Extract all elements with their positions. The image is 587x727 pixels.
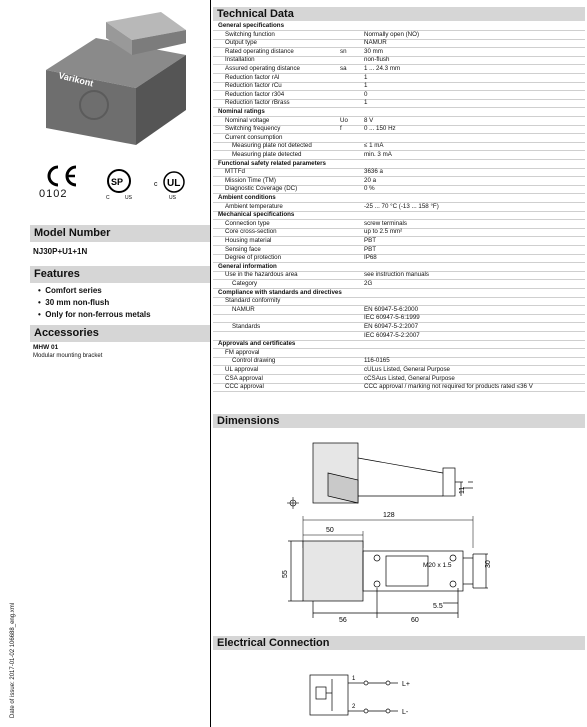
svg-text:c: c: [154, 181, 158, 188]
row-label: Measuring plate detected: [232, 151, 302, 158]
row-label: Control drawing: [232, 357, 276, 365]
row-label: Assured operating distance: [225, 65, 300, 72]
row-value: 20 a: [364, 176, 377, 184]
row-label: Switching function: [225, 30, 275, 38]
right-column: [213, 0, 585, 727]
row-label: Nominal ratings: [218, 108, 265, 115]
row-label: Reduction factor rAl: [225, 73, 280, 81]
electrical-diagram: [308, 665, 448, 720]
row-value: 8 V: [364, 116, 374, 124]
accessory-description: Modular mounting bracket: [33, 353, 103, 359]
accessories-header: Accessories: [30, 325, 210, 342]
row-label: CCC approval: [225, 383, 264, 391]
row-label: FM approval: [225, 348, 260, 356]
row-label: Sensing face: [225, 245, 261, 253]
svg-text:C: C: [106, 195, 110, 201]
row-value: 3636 a: [364, 168, 383, 176]
top-view-head: [303, 541, 363, 601]
svg-text:SP: SP: [111, 177, 124, 187]
row-symbol: Uo: [340, 116, 348, 124]
row-label: MTTFd: [225, 168, 245, 176]
row-value: up to 2.5 mm²: [364, 228, 403, 236]
row-value: IEC 60947-5-2:2007: [364, 331, 420, 339]
model-number-header: Model Number: [30, 225, 210, 242]
features-header: Features: [30, 266, 210, 283]
row-value: 1: [364, 99, 368, 107]
dimensions-drawing: [283, 438, 583, 628]
terminal-l-minus: L-: [402, 709, 409, 716]
row-label: UL approval: [225, 366, 259, 373]
dim-50: 50: [326, 527, 334, 534]
row-value: PBT: [364, 237, 377, 244]
svg-text:Varikont: Varikont: [57, 70, 95, 89]
data-row: [213, 383, 585, 392]
row-label: Connection type: [225, 219, 270, 227]
row-label: Ambient temperature: [225, 202, 283, 210]
dimensions-header: Dimensions: [213, 414, 585, 428]
feature-item: • Only for non-ferrous metals: [38, 310, 151, 319]
dim-11: 11: [459, 486, 466, 494]
row-value: screw terminals: [364, 219, 407, 227]
feature-item: • 30 mm non-flush: [38, 298, 110, 307]
row-label: General specifications: [218, 22, 285, 29]
row-value: ≤ 1 mA: [364, 142, 384, 150]
date-of-issue: Date of issue: 2017-01-02 106688_eng.xml: [10, 602, 16, 718]
row-label: Ambient conditions: [218, 194, 276, 201]
row-label: Nominal voltage: [225, 116, 270, 124]
dim-55: 55: [282, 570, 289, 578]
row-symbol: f: [340, 125, 342, 133]
row-value: 0 ... 150 Hz: [364, 125, 396, 133]
product-photo: [36, 10, 196, 150]
row-value: cULus Listed, General Purpose: [364, 366, 450, 373]
dim-56: 56: [339, 617, 347, 624]
row-label: Degree of protection: [225, 254, 282, 262]
row-label: Compliance with standards and directives: [218, 288, 342, 296]
row-label: Diagnostic Coverage (DC): [225, 185, 298, 193]
pin-1: 1: [352, 676, 356, 682]
row-value: EN 60947-5-6:2000: [364, 305, 419, 313]
row-value: see instruction manuals: [364, 271, 430, 279]
model-number: NJ30P+U1+1N: [33, 247, 88, 256]
row-value: min. 3 mA: [364, 151, 392, 158]
svg-text:US: US: [169, 195, 176, 201]
row-label: Mission Time (TM): [225, 176, 276, 184]
row-label: Core cross-section: [225, 228, 277, 236]
dim-5-5: 5.5: [433, 603, 443, 610]
left-column: [0, 0, 210, 727]
row-label: Reduction factor rCu: [225, 82, 282, 90]
svg-text:US: US: [125, 195, 132, 201]
ce-number: 0102: [39, 188, 68, 200]
row-value: EN 60947-5-2:2007: [364, 323, 419, 330]
row-label: General information: [218, 262, 277, 270]
row-label: Switching frequency: [225, 125, 281, 133]
svg-text:UL: UL: [167, 178, 181, 189]
row-value: 30 mm: [364, 47, 383, 55]
row-label: CSA approval: [225, 374, 263, 382]
row-symbol: sn: [340, 47, 347, 55]
row-label: Housing material: [225, 237, 272, 244]
row-symbol: sa: [340, 65, 347, 72]
row-label: Reduction factor r304: [225, 90, 285, 98]
row-value: 2G: [364, 280, 373, 287]
row-value: non-flush: [364, 56, 390, 64]
row-label: Installation: [225, 56, 255, 64]
row-value: CCC approval / marking not required for products rated ≤36 V: [364, 383, 533, 391]
row-label: Rated operating distance: [225, 47, 294, 55]
row-label: Current consumption: [225, 133, 283, 141]
row-label: Standards: [232, 323, 261, 330]
row-value: Normally open (NO): [364, 30, 420, 38]
row-value: cCSAus Listed, General Purpose: [364, 374, 455, 382]
row-value: -25 ... 70 °C (-13 ... 158 °F): [364, 202, 439, 210]
dim-60: 60: [411, 617, 419, 624]
row-label: Measuring plate not detected: [232, 142, 312, 150]
row-label: Use in the hazardous area: [225, 271, 298, 279]
row-value: 0: [364, 90, 368, 98]
dim-thread: M20 x 1.5: [423, 562, 452, 569]
pin-2: 2: [352, 704, 356, 710]
row-value: IEC 60947-5-6:1999: [364, 314, 420, 322]
certification-marks: [34, 164, 209, 208]
row-value: NAMUR: [364, 39, 387, 47]
dim-128: 128: [383, 512, 395, 519]
accessory-name: MHW 01: [33, 344, 59, 351]
row-label: Output type: [225, 39, 257, 47]
row-value: 1 ... 24.3 mm: [364, 65, 401, 72]
row-value: 116-0165: [364, 357, 390, 365]
row-value: IP68: [364, 254, 377, 262]
column-divider: [210, 0, 211, 727]
row-value: 1: [364, 73, 368, 81]
dim-30: 30: [485, 560, 492, 568]
ul-mark-icon: [154, 170, 188, 200]
row-value: 1: [364, 82, 368, 90]
row-label: Standard conformity: [225, 297, 281, 305]
row-label: Mechanical specifications: [218, 211, 295, 219]
ce-mark-icon: [42, 164, 82, 188]
electrical-connection-header: Electrical Connection: [213, 636, 585, 650]
csa-mark-icon: [106, 168, 136, 202]
row-value: PBT: [364, 245, 377, 253]
technical-data-header: Technical Data: [213, 7, 585, 21]
row-label: NAMUR: [232, 305, 255, 313]
row-label: Reduction factor rBrass: [225, 99, 290, 107]
row-label: Functional safety related parameters: [218, 159, 326, 167]
row-value: 0 %: [364, 185, 375, 193]
row-label: Approvals and certificates: [218, 340, 296, 348]
terminal-l-plus: L+: [402, 681, 410, 688]
row-label: Category: [232, 280, 258, 287]
feature-item: • Comfort series: [38, 286, 102, 295]
